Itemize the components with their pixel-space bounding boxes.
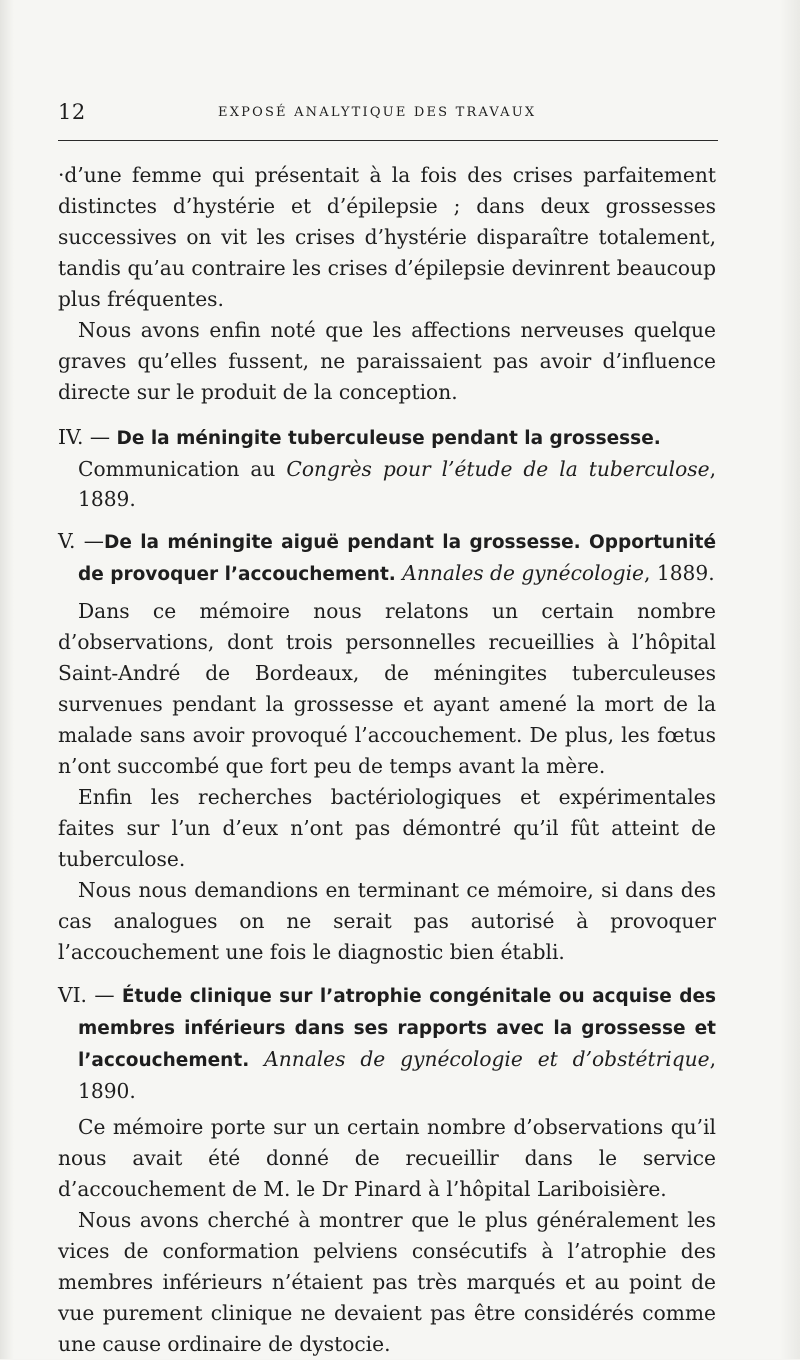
page-number: 12 [58, 100, 86, 124]
page-header [58, 100, 718, 130]
entry-title: Étude clinique sur l’atrophie congénitale ou acquise des membres inférieurs dans ses rapports avec la grossesse et l’accouchement. [78, 986, 717, 1071]
entry-iv [58, 422, 716, 514]
header-rule [58, 140, 718, 141]
paragraph: Enfin les recherches bactériologiques et expérimentales faites sur l’un d’eux n’ont pas démontré qu’il fût atteint de tuberculose. [58, 785, 716, 871]
entry-reference-prefix: Communication au [78, 457, 287, 481]
paragraph: Nous avons enfin noté que les affections nerveuses quelque graves qu’elles fussent, ne paraissaient pas avoir d’influence directe sur le produit de la conception. [58, 318, 716, 404]
entry-number: VI. — [58, 983, 122, 1007]
entry-reference-title: Annales de gynécologie et d’obstétrique [264, 1047, 710, 1071]
entry-reference-year: , 1889. [78, 457, 716, 511]
entry-reference-year: , 1889. [644, 561, 715, 585]
entry-number: IV. — [58, 425, 117, 449]
page-body [58, 160, 716, 1360]
entry-title: De la méningite tuberculeuse pendant la grossesse. [116, 428, 661, 449]
paragraph: Nous nous demandions en terminant ce mémoire, si dans des cas analogues on ne serait pas autorisé à provoquer l’accouchement une fois le diagnostic bien établi. [58, 878, 716, 964]
paragraph: Ce mémoire porte sur un certain nombre d’observations qu’il nous avait été donné de recueillir dans le service d’accouchement de M. le Dr Pinard à l’hôpital Lariboisière. [58, 1115, 716, 1201]
entry-v [58, 526, 716, 590]
entry-reference [78, 454, 716, 514]
entry-title: De la méningite aiguë pendant la grossesse. Opportunité de provoquer l’accouchement. [78, 532, 717, 585]
entry-reference-year: , 1890. [78, 1047, 716, 1103]
entry-reference-title: Congrès pour l’étude de la tuberculose [286, 457, 710, 481]
running-title: EXPOSÉ ANALYTIQUE DES TRAVAUX [218, 105, 537, 120]
paragraph: Nous avons cherché à montrer que le plus généralement les vices de conformation pelviens consécutifs à l’atrophie des membres inférieurs n’étaient pas très marqués et au point de vue purement clinique ne devaient pas être considérés comme une cause ordinaire de dystocie. [58, 1208, 716, 1356]
entry-number: V. — [58, 529, 104, 553]
entry-reference-title: Annales de gynécologie [402, 561, 645, 585]
entry-vi [58, 980, 716, 1106]
continued-paragraph: ·d’une femme qui présentait à la fois des crises parfaitement distinctes d’hystérie et d’épilepsie ; dans deux grossesses successives on vit les crises d’hystérie disparaître totalement, tandis qu’au contraire les crises d’épilepsie devinrent beaucoup plus fréquentes. [58, 163, 716, 311]
paragraph: Dans ce mémoire nous relatons un certain nombre d’observations, dont trois personnelles recueillies à l’hôpital Saint-André de Bordeaux, de méningites tuberculeuses survenues pendant la grossesse et ayant amené la mort de la malade sans avoir provoqué l’accouchement. De plus, les fœtus n’ont succombé que fort peu de temps avant la mère. [58, 599, 716, 778]
